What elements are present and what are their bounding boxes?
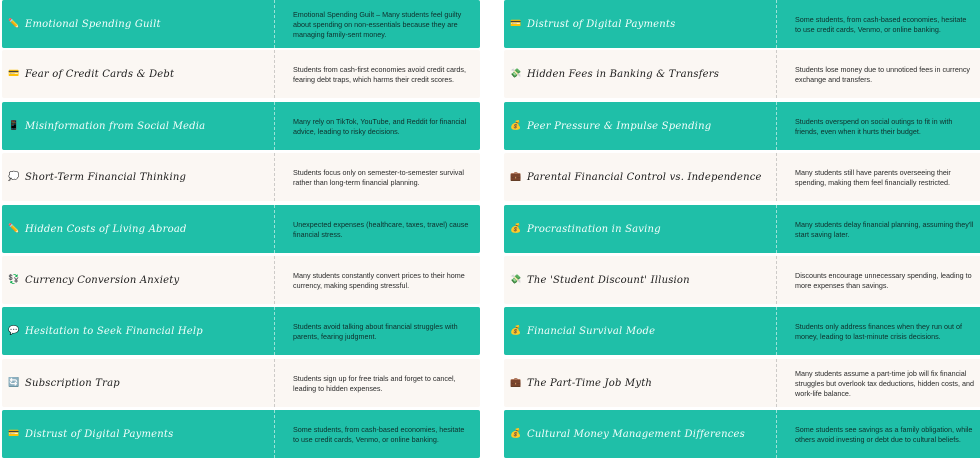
card-title [504, 205, 776, 253]
emoji-icon: 💰 [510, 429, 522, 439]
card-description: Students from cash-first economies avoid credit cards, fearing debt traps, which harms their credit scores. [293, 65, 466, 84]
card-title [2, 153, 274, 201]
card-title-text: Hesitation to Seek Financial Help [25, 325, 203, 337]
card-title-text: Parental Financial Control vs. Independence [527, 171, 762, 183]
card-title [2, 256, 274, 304]
card-description: Students lose money due to unnoticed fees in currency exchange and transfers. [795, 65, 971, 84]
card-title [504, 256, 776, 304]
card-title-text: Fear of Credit Cards & Debt [25, 68, 175, 80]
right-column [504, 0, 980, 461]
left-card [2, 102, 480, 150]
right-card [504, 205, 980, 253]
right-card [504, 256, 980, 304]
card-title-text: Cultural Money Management Differences [527, 428, 746, 440]
emoji-icon: 💼 [510, 172, 522, 182]
emoji-icon: 💳 [8, 429, 20, 439]
emoji-icon: 💼 [510, 378, 522, 388]
card-title [504, 0, 776, 48]
card-description: Many students still have parents overseeing their spending, making them feel financially restricted. [795, 168, 951, 187]
left-card [2, 153, 480, 201]
card-title [2, 410, 274, 458]
card-title-text: Financial Survival Mode [527, 325, 656, 337]
card-title [2, 50, 274, 98]
emoji-icon: 💭 [8, 172, 20, 182]
card-title-text: Short-Term Financial Thinking [25, 171, 187, 183]
card-description: Students only address finances when they run out of money, leading to last-minute crisis decisions. [795, 322, 963, 341]
emoji-icon: 🔄 [8, 378, 20, 388]
emoji-icon: ✏️ [8, 224, 20, 234]
card-description: Students sign up for free trials and forget to cancel, leading to hidden expenses. [293, 374, 456, 393]
card-title [2, 0, 274, 48]
emoji-icon: 💬 [8, 326, 20, 336]
left-card [2, 50, 480, 98]
card-title [504, 307, 776, 355]
right-card [504, 0, 980, 48]
right-card [504, 102, 980, 150]
card-description: Emotional Spending Guilt – Many students feel guilty about spending on non-essentials because they are managing family-sent money. [293, 10, 462, 39]
left-card [2, 205, 480, 253]
card-title [504, 102, 776, 150]
left-card [2, 256, 480, 304]
emoji-icon: 📱 [8, 121, 20, 131]
card-description: Many students delay financial planning, assuming they'll start saving later. [795, 220, 974, 239]
emoji-icon: 💳 [8, 69, 20, 79]
card-title [2, 205, 274, 253]
card-description: Some students, from cash-based economies, hesitate to use credit cards, Venmo, or online banking. [293, 425, 465, 444]
card-title-text: Subscription Trap [25, 377, 120, 389]
left-card [2, 0, 480, 48]
right-card [504, 307, 980, 355]
card-title [504, 153, 776, 201]
card-description: Some students see savings as a family obligation, while others avoid investing or debt due to cultural beliefs. [795, 425, 973, 444]
left-card [2, 410, 480, 458]
right-card [504, 153, 980, 201]
card-title [504, 410, 776, 458]
card-title-text: Hidden Fees in Banking & Transfers [527, 68, 720, 80]
emoji-icon: 💰 [510, 224, 522, 234]
right-card [504, 410, 980, 458]
emoji-icon: 💰 [510, 326, 522, 336]
left-card [2, 307, 480, 355]
card-title [504, 50, 776, 98]
card-title [2, 359, 274, 407]
card-title-text: Emotional Spending Guilt [25, 18, 161, 30]
card-title-text: The 'Student Discount' Illusion [527, 274, 690, 286]
column-gutter [481, 0, 503, 461]
card-title [504, 359, 776, 407]
emoji-icon: 💸 [510, 69, 522, 79]
card-title [2, 307, 274, 355]
card-description: Some students, from cash-based economies, hesitate to use credit cards, Venmo, or online banking. [795, 15, 967, 34]
card-description: Students overspend on social outings to fit in with friends, even when it hurts their budget. [795, 117, 953, 136]
card-title-text: Peer Pressure & Impulse Spending [527, 120, 712, 132]
emoji-icon: 💰 [510, 121, 522, 131]
card-description: Students avoid talking about financial struggles with parents, fearing judgment. [293, 322, 458, 341]
card-title-text: The Part-Time Job Myth [527, 377, 653, 389]
card-title-text: Procrastination in Saving [527, 223, 661, 235]
emoji-icon: 💱 [8, 275, 20, 285]
card-title-text: Hidden Costs of Living Abroad [25, 223, 187, 235]
left-column [2, 0, 480, 461]
card-description: Many students constantly convert prices to their home currency, making spending stressful. [293, 271, 465, 290]
card-title-text: Distrust of Digital Payments [527, 18, 676, 30]
emoji-icon: 💳 [510, 19, 522, 29]
card-description: Discounts encourage unnecessary spending, leading to more expenses than savings. [795, 271, 972, 290]
card-description: Students focus only on semester-to-semester survival rather than long-term financial planning. [293, 168, 464, 187]
emoji-icon: ✏️ [8, 19, 20, 29]
left-card [2, 359, 480, 407]
card-title-text: Misinformation from Social Media [25, 120, 206, 132]
card-description: Many rely on TikTok, YouTube, and Reddit for financial advice, leading to risky decisions. [293, 117, 467, 136]
right-card [504, 50, 980, 98]
emoji-icon: 💸 [510, 275, 522, 285]
card-title-text: Currency Conversion Anxiety [25, 274, 180, 286]
card-description: Many students assume a part-time job will fix financial struggles but overlook tax deductions, hidden costs, and work-life balance. [795, 369, 974, 398]
right-card [504, 359, 980, 407]
card-description: Unexpected expenses (healthcare, taxes, travel) cause financial stress. [293, 220, 469, 239]
card-title [2, 102, 274, 150]
card-title-text: Distrust of Digital Payments [25, 428, 174, 440]
